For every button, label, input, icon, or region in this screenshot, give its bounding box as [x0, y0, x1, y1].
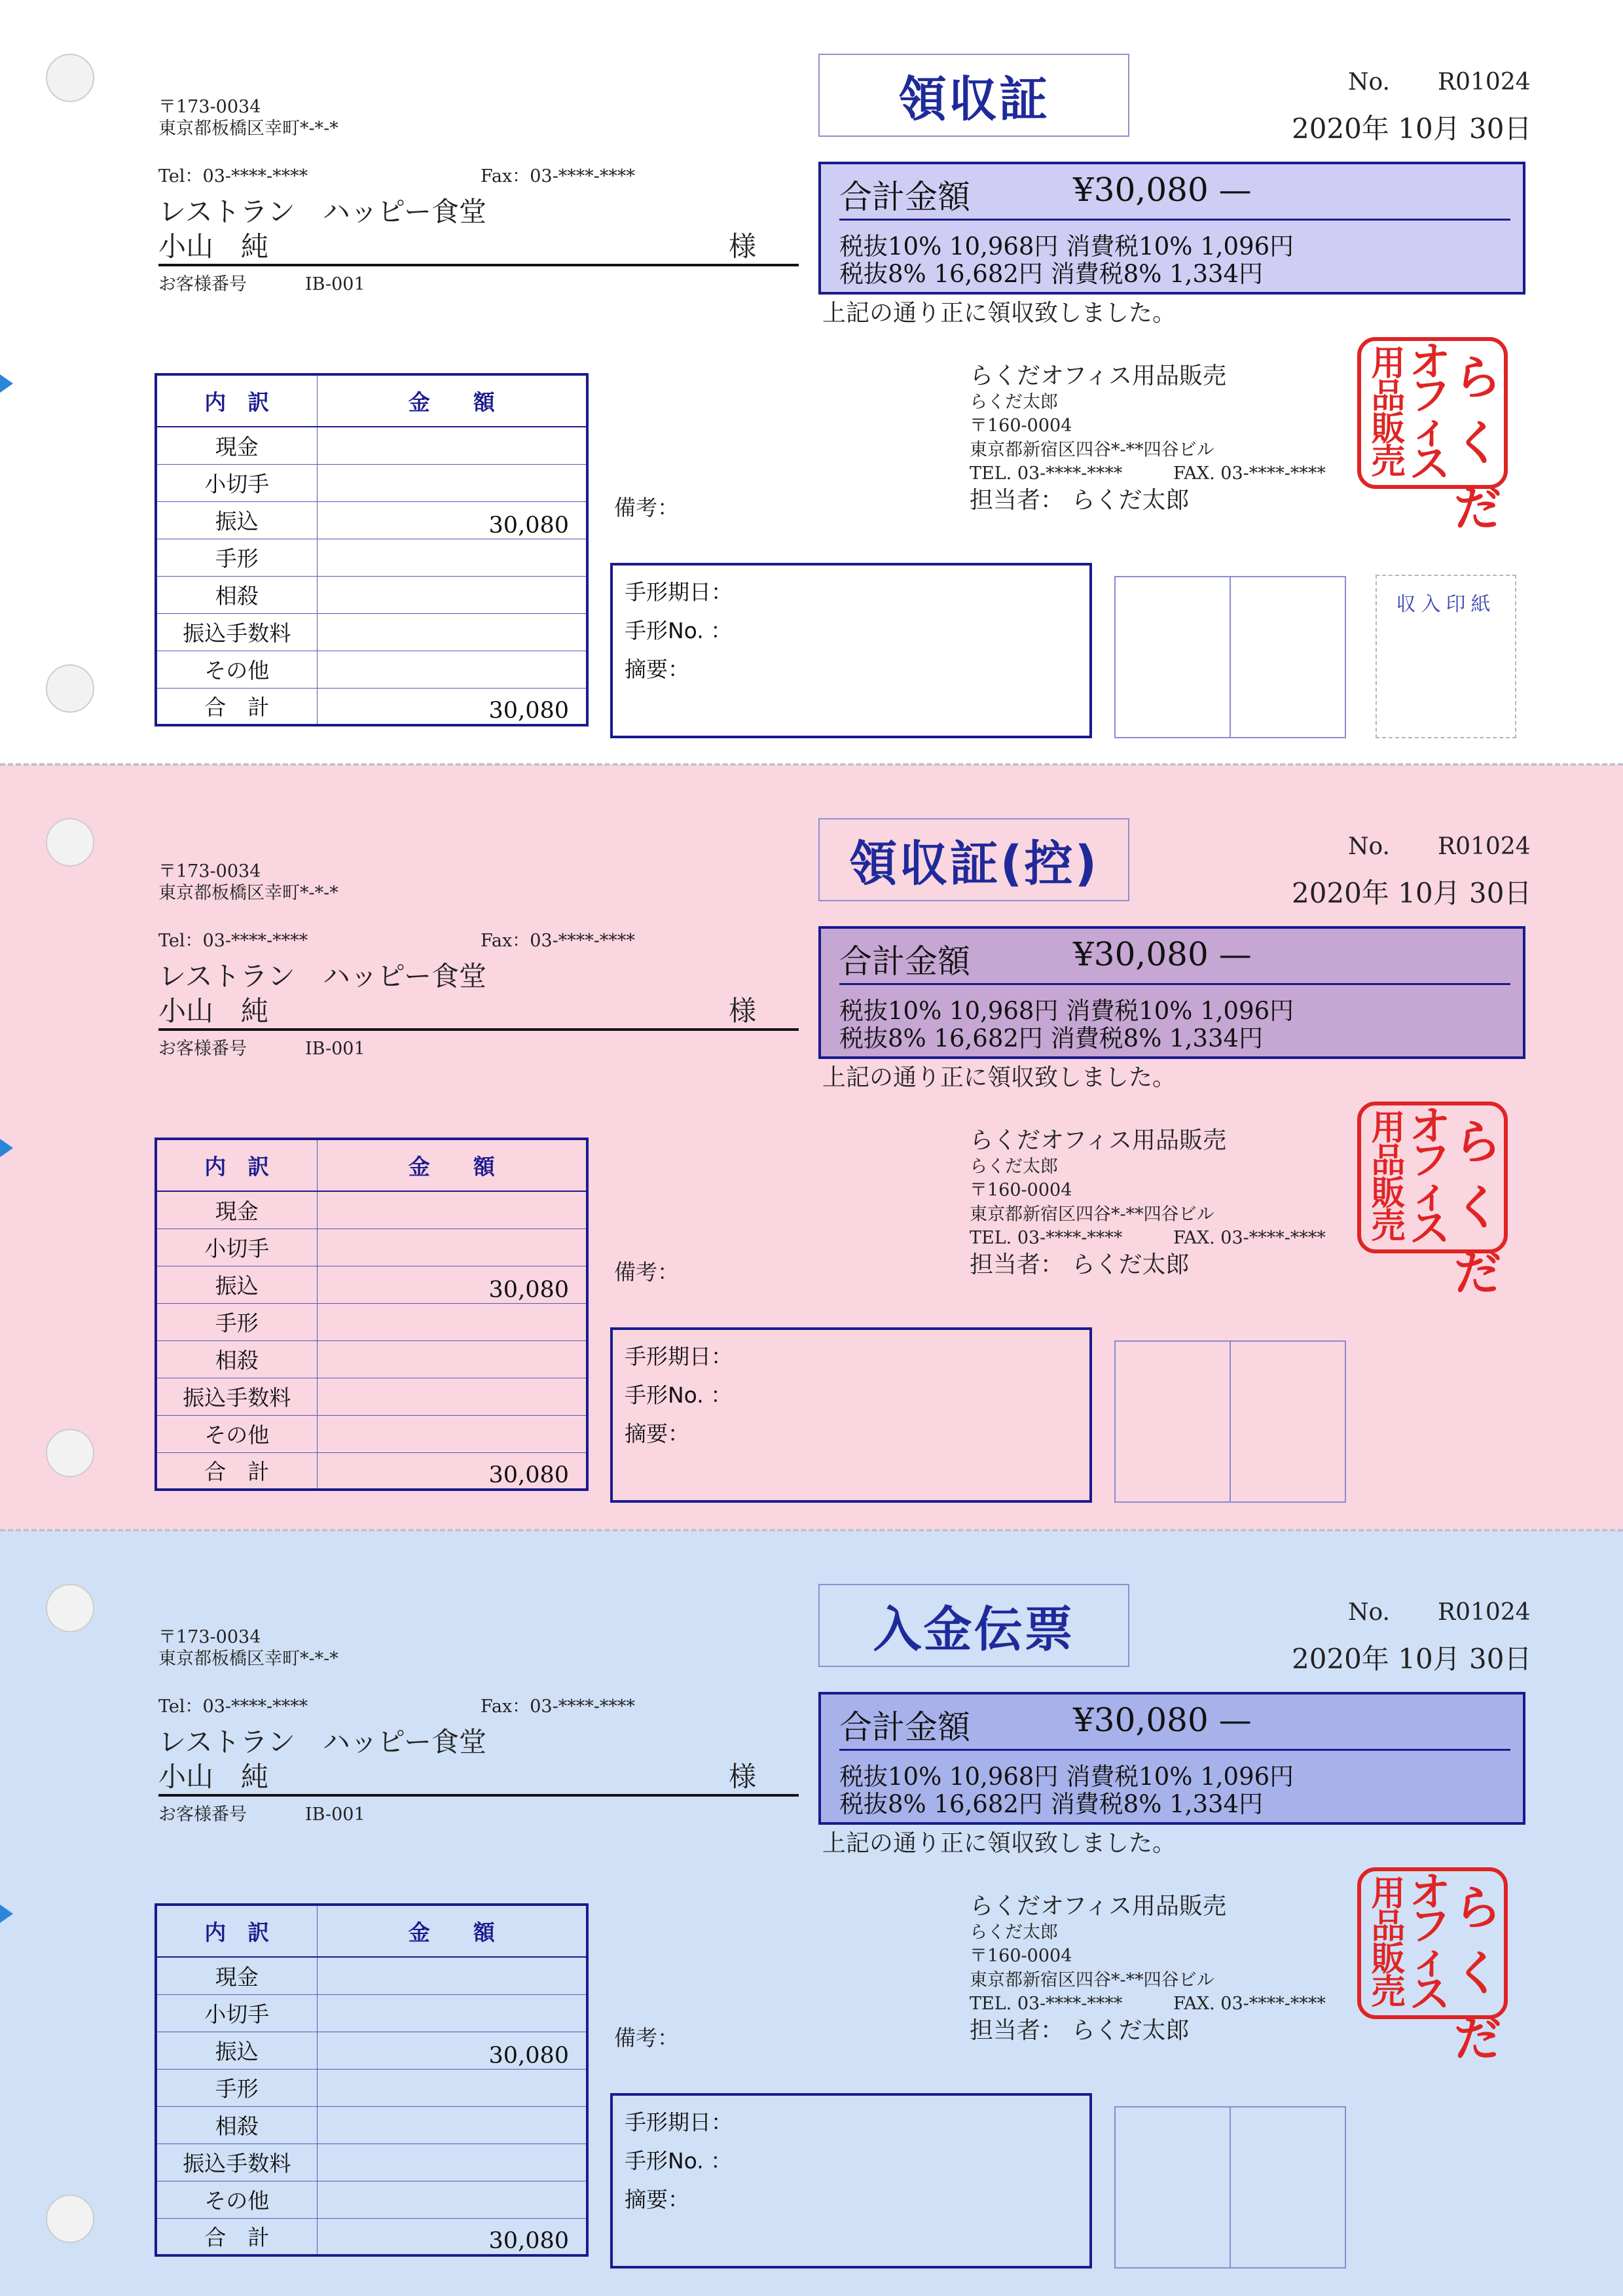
table-row	[156, 427, 587, 464]
bill-due-date-label: 手形期日：	[625, 1344, 733, 1369]
seal-text-products: 用 品 販 売	[1371, 1874, 1406, 2012]
breakdown-item-label: 手形	[156, 1303, 317, 1340]
breakdown-item-amount: 30,080	[317, 2032, 587, 2069]
table-row	[156, 1266, 587, 1303]
total-label: 合計金額	[839, 942, 970, 980]
staff-in-charge: 担当者： らくだ太郎	[970, 1251, 1190, 1278]
summary-label: 摘要：	[625, 2187, 689, 2212]
breakdown-item-amount	[317, 2106, 587, 2144]
breakdown-item-amount: 30,080	[317, 501, 587, 539]
customer-number-label: お客様番号	[158, 1804, 247, 1825]
breakdown-item-amount	[317, 651, 587, 688]
seal-box-divider	[1230, 1342, 1231, 1501]
issue-date: 2020年 10月 30日	[1292, 1643, 1532, 1675]
honorific: 様	[729, 995, 757, 1027]
tear-marker-icon	[0, 1139, 13, 1157]
customer-number-label: お客様番号	[158, 274, 247, 295]
received-statement: 上記の通り正に領収致しました。	[822, 1830, 1176, 1857]
binder-hole	[46, 2195, 94, 2243]
honorific: 様	[729, 230, 757, 262]
summary-label: 摘要：	[625, 656, 689, 682]
customer-address: 東京都板橋区幸町*-*-*	[158, 118, 338, 139]
customer-company: レストラン ハッピー食堂	[158, 960, 487, 992]
revenue-stamp-label: 収入印紙	[1396, 593, 1496, 616]
breakdown-item-label: 振込	[156, 501, 317, 539]
customer-number: IB-001	[305, 1804, 365, 1825]
seal-text-rakuda: ら く だ	[1454, 1880, 1502, 2066]
customer-postal: 〒173-0034	[158, 861, 261, 882]
breakdown-item-amount: 30,080	[317, 688, 587, 725]
breakdown-item-amount	[317, 1994, 587, 2032]
amount-header: 金 額	[317, 1905, 587, 1957]
breakdown-item-label: 現金	[156, 1957, 317, 1994]
table-row	[156, 2218, 587, 2255]
breakdown-item-amount	[317, 613, 587, 651]
breakdown-item-amount	[317, 2181, 587, 2218]
binder-hole	[46, 54, 94, 102]
bill-notes-box	[610, 563, 1092, 738]
breakdown-item-label: 現金	[156, 1191, 317, 1229]
table-row	[156, 1452, 587, 1490]
breakdown-item-label: 現金	[156, 427, 317, 464]
approval-seal-boxes	[1114, 2106, 1346, 2269]
issuer-postal: 〒160-0004	[970, 416, 1072, 436]
bill-number-label: 手形No. ：	[625, 1382, 733, 1408]
binder-hole	[46, 664, 94, 713]
issuer-postal: 〒160-0004	[970, 1946, 1072, 1966]
seal-text-rakuda: ら く だ	[1454, 1115, 1502, 1300]
tear-marker-icon	[0, 374, 13, 393]
breakdown-item-label: その他	[156, 1415, 317, 1452]
company-seal-stamp	[1357, 1867, 1508, 2066]
breakdown-item-amount	[317, 2069, 587, 2106]
table-row	[156, 576, 587, 613]
total-underline	[839, 983, 1510, 985]
table-row	[156, 2181, 587, 2218]
name-underline	[158, 264, 799, 266]
binder-hole	[46, 1584, 94, 1632]
bill-due-date-label: 手形期日：	[625, 579, 733, 605]
breakdown-item-label: その他	[156, 651, 317, 688]
breakdown-item-label: 相殺	[156, 1340, 317, 1378]
breakdown-item-label: 相殺	[156, 576, 317, 613]
seal-text-rakuda: ら く だ	[1454, 350, 1502, 536]
issuer-company: らくだオフィス用品販売	[970, 1893, 1227, 1920]
breakdown-item-amount	[317, 427, 587, 464]
breakdown-item-amount	[317, 1340, 587, 1378]
receipt-number-label: No.	[1348, 69, 1390, 96]
customer-address: 東京都板橋区幸町*-*-*	[158, 883, 338, 903]
tax-line-8: 税抜8% 16,682円 消費税8% 1,334円	[839, 1790, 1264, 1818]
total-amount: ¥30,080 —	[1073, 171, 1252, 209]
issuer-tel: TEL. 03-****-****	[970, 1994, 1123, 2014]
customer-number-label: お客様番号	[158, 1039, 247, 1059]
breakdown-item-amount: 30,080	[317, 1266, 587, 1303]
customer-postal: 〒173-0034	[158, 97, 261, 117]
seal-text-products: 用 品 販 売	[1371, 1109, 1406, 1246]
receipt-slip	[0, 1530, 1623, 2296]
tax-line-10: 税抜10% 10,968円 消費税10% 1,096円	[839, 997, 1294, 1025]
issuer-tel: TEL. 03-****-****	[970, 1228, 1123, 1248]
table-row	[156, 2069, 587, 2106]
seal-box-divider	[1230, 2108, 1231, 2267]
total-underline	[839, 219, 1510, 221]
document-title: 入金伝票	[818, 1584, 1129, 1667]
table-row	[156, 1191, 587, 1229]
breakdown-item-label: 小切手	[156, 1229, 317, 1266]
breakdown-item-amount: 30,080	[317, 1452, 587, 1490]
seal-text-office: オ フ ィ ス	[1410, 1102, 1451, 1252]
breakdown-item-label: その他	[156, 2181, 317, 2218]
remarks-label: 備考：	[614, 495, 679, 520]
total-amount-box	[818, 162, 1525, 295]
total-amount: ¥30,080 —	[1073, 1701, 1252, 1739]
remarks-label: 備考：	[614, 1259, 679, 1285]
breakdown-item-amount	[317, 539, 587, 576]
issuer-person: らくだ太郎	[970, 392, 1058, 412]
name-underline	[158, 1028, 799, 1031]
breakdown-item-label: 合 計	[156, 2218, 317, 2255]
table-row	[156, 539, 587, 576]
seal-text-office: オ フ ィ ス	[1410, 1868, 1451, 2018]
customer-tel: Tel：03-****-****	[158, 1696, 308, 1717]
approval-seal-boxes	[1114, 1340, 1346, 1503]
staff-in-charge: 担当者： らくだ太郎	[970, 487, 1190, 514]
name-underline	[158, 1794, 799, 1797]
customer-number: IB-001	[305, 1039, 365, 1059]
issuer-address: 東京都新宿区四谷*-**四谷ビル	[970, 1204, 1214, 1225]
table-row	[156, 2032, 587, 2069]
breakdown-item-label: 相殺	[156, 2106, 317, 2144]
customer-fax: Fax：03-****-****	[481, 1696, 635, 1717]
table-row	[156, 1957, 587, 1994]
issuer-fax: FAX. 03-****-****	[1173, 463, 1326, 484]
seal-text-products: 用 品 販 売	[1371, 344, 1406, 482]
table-row	[156, 2144, 587, 2181]
customer-name: 小山 純	[158, 995, 269, 1027]
table-row	[156, 501, 587, 539]
breakdown-item-amount	[317, 1229, 587, 1266]
customer-tel: Tel：03-****-****	[158, 931, 308, 951]
receipt-slip	[0, 0, 1623, 764]
issuer-company: らくだオフィス用品販売	[970, 363, 1227, 389]
total-label: 合計金額	[839, 1708, 970, 1746]
breakdown-item-amount	[317, 1303, 587, 1340]
issuer-person: らくだ太郎	[970, 1157, 1058, 1177]
table-row	[156, 1994, 587, 2032]
company-seal-stamp	[1357, 337, 1508, 536]
seal-text-office: オ フ ィ ス	[1410, 338, 1451, 488]
payment-breakdown-table	[155, 373, 589, 726]
table-row	[156, 688, 587, 725]
customer-company: レストラン ハッピー食堂	[158, 196, 487, 228]
customer-address: 東京都板橋区幸町*-*-*	[158, 1649, 338, 1669]
bill-notes-box	[610, 2093, 1092, 2269]
tax-line-8: 税抜8% 16,682円 消費税8% 1,334円	[839, 260, 1264, 288]
binder-hole	[46, 818, 94, 867]
tear-marker-icon	[0, 1905, 13, 1923]
breakdown-item-label: 振込手数料	[156, 613, 317, 651]
breakdown-item-label: 振込手数料	[156, 2144, 317, 2181]
breakdown-header: 内 訳	[156, 1905, 317, 1957]
breakdown-item-amount	[317, 464, 587, 501]
payment-breakdown-table	[155, 1138, 589, 1491]
bill-number-label: 手形No. ：	[625, 618, 733, 643]
table-row	[156, 1378, 587, 1415]
table-row	[156, 1303, 587, 1340]
binder-hole	[46, 1429, 94, 1477]
staff-in-charge: 担当者： らくだ太郎	[970, 2017, 1190, 2044]
receipt-number: R01024	[1438, 1599, 1531, 1626]
issuer-postal: 〒160-0004	[970, 1180, 1072, 1200]
customer-number: IB-001	[305, 274, 365, 295]
company-seal-stamp	[1357, 1102, 1508, 1300]
bill-notes-box	[610, 1327, 1092, 1503]
total-amount: ¥30,080 —	[1073, 935, 1252, 973]
honorific: 様	[729, 1761, 757, 1793]
breakdown-item-label: 小切手	[156, 1994, 317, 2032]
issue-date: 2020年 10月 30日	[1292, 113, 1532, 145]
amount-header: 金 額	[317, 1139, 587, 1191]
breakdown-item-label: 小切手	[156, 464, 317, 501]
document-title: 領収証	[818, 54, 1129, 137]
seal-box-divider	[1230, 577, 1231, 737]
receipt-number: R01024	[1438, 69, 1531, 96]
customer-name: 小山 純	[158, 1761, 269, 1793]
breakdown-header: 内 訳	[156, 374, 317, 427]
issuer-address: 東京都新宿区四谷*-**四谷ビル	[970, 1970, 1214, 1990]
customer-company: レストラン ハッピー食堂	[158, 1726, 487, 1758]
breakdown-item-label: 振込	[156, 1266, 317, 1303]
total-amount-box	[818, 926, 1525, 1059]
document-title: 領収証(控)	[818, 818, 1129, 901]
revenue-stamp-box	[1376, 575, 1516, 738]
breakdown-item-amount	[317, 1957, 587, 1994]
perforation-line	[0, 763, 1623, 766]
tax-line-10: 税抜10% 10,968円 消費税10% 1,096円	[839, 1763, 1294, 1791]
customer-postal: 〒173-0034	[158, 1627, 261, 1647]
amount-header: 金 額	[317, 374, 587, 427]
bill-due-date-label: 手形期日：	[625, 2109, 733, 2135]
remarks-label: 備考：	[614, 2025, 679, 2051]
breakdown-item-label: 合 計	[156, 688, 317, 725]
total-amount-box	[818, 1692, 1525, 1825]
breakdown-item-amount	[317, 1378, 587, 1415]
issuer-fax: FAX. 03-****-****	[1173, 1228, 1326, 1248]
table-row	[156, 613, 587, 651]
table-row	[156, 651, 587, 688]
breakdown-item-label: 手形	[156, 539, 317, 576]
receipt-slip	[0, 764, 1623, 1530]
tax-line-10: 税抜10% 10,968円 消費税10% 1,096円	[839, 232, 1294, 260]
table-row	[156, 2106, 587, 2144]
breakdown-item-label: 振込手数料	[156, 1378, 317, 1415]
customer-fax: Fax：03-****-****	[481, 166, 635, 187]
table-header-row	[156, 1905, 587, 1957]
breakdown-item-amount	[317, 1191, 587, 1229]
customer-tel: Tel：03-****-****	[158, 166, 308, 187]
breakdown-item-label: 振込	[156, 2032, 317, 2069]
bill-number-label: 手形No. ：	[625, 2148, 733, 2174]
receipt-number-label: No.	[1348, 1599, 1390, 1626]
table-row	[156, 1340, 587, 1378]
total-label: 合計金額	[839, 178, 970, 216]
breakdown-item-label: 合 計	[156, 1452, 317, 1490]
payment-breakdown-table	[155, 1903, 589, 2257]
received-statement: 上記の通り正に領収致しました。	[822, 1064, 1176, 1091]
issuer-fax: FAX. 03-****-****	[1173, 1994, 1326, 2014]
received-statement: 上記の通り正に領収致しました。	[822, 300, 1176, 327]
table-row	[156, 464, 587, 501]
issuer-tel: TEL. 03-****-****	[970, 463, 1123, 484]
issuer-address: 東京都新宿区四谷*-**四谷ビル	[970, 440, 1214, 460]
breakdown-header: 内 訳	[156, 1139, 317, 1191]
tax-line-8: 税抜8% 16,682円 消費税8% 1,334円	[839, 1024, 1264, 1052]
table-row	[156, 1229, 587, 1266]
receipt-number-label: No.	[1348, 833, 1390, 860]
breakdown-item-amount: 30,080	[317, 2218, 587, 2255]
issue-date: 2020年 10月 30日	[1292, 877, 1532, 909]
breakdown-item-amount	[317, 1415, 587, 1452]
summary-label: 摘要：	[625, 1421, 689, 1446]
issuer-company: らくだオフィス用品販売	[970, 1127, 1227, 1154]
table-row	[156, 1415, 587, 1452]
breakdown-item-label: 手形	[156, 2069, 317, 2106]
issuer-person: らくだ太郎	[970, 1922, 1058, 1943]
total-underline	[839, 1749, 1510, 1751]
approval-seal-boxes	[1114, 576, 1346, 738]
table-header-row	[156, 374, 587, 427]
customer-name: 小山 純	[158, 230, 269, 262]
customer-fax: Fax：03-****-****	[481, 931, 635, 951]
receipt-number: R01024	[1438, 833, 1531, 860]
table-header-row	[156, 1139, 587, 1191]
breakdown-item-amount	[317, 576, 587, 613]
perforation-line	[0, 1529, 1623, 1532]
breakdown-item-amount	[317, 2144, 587, 2181]
